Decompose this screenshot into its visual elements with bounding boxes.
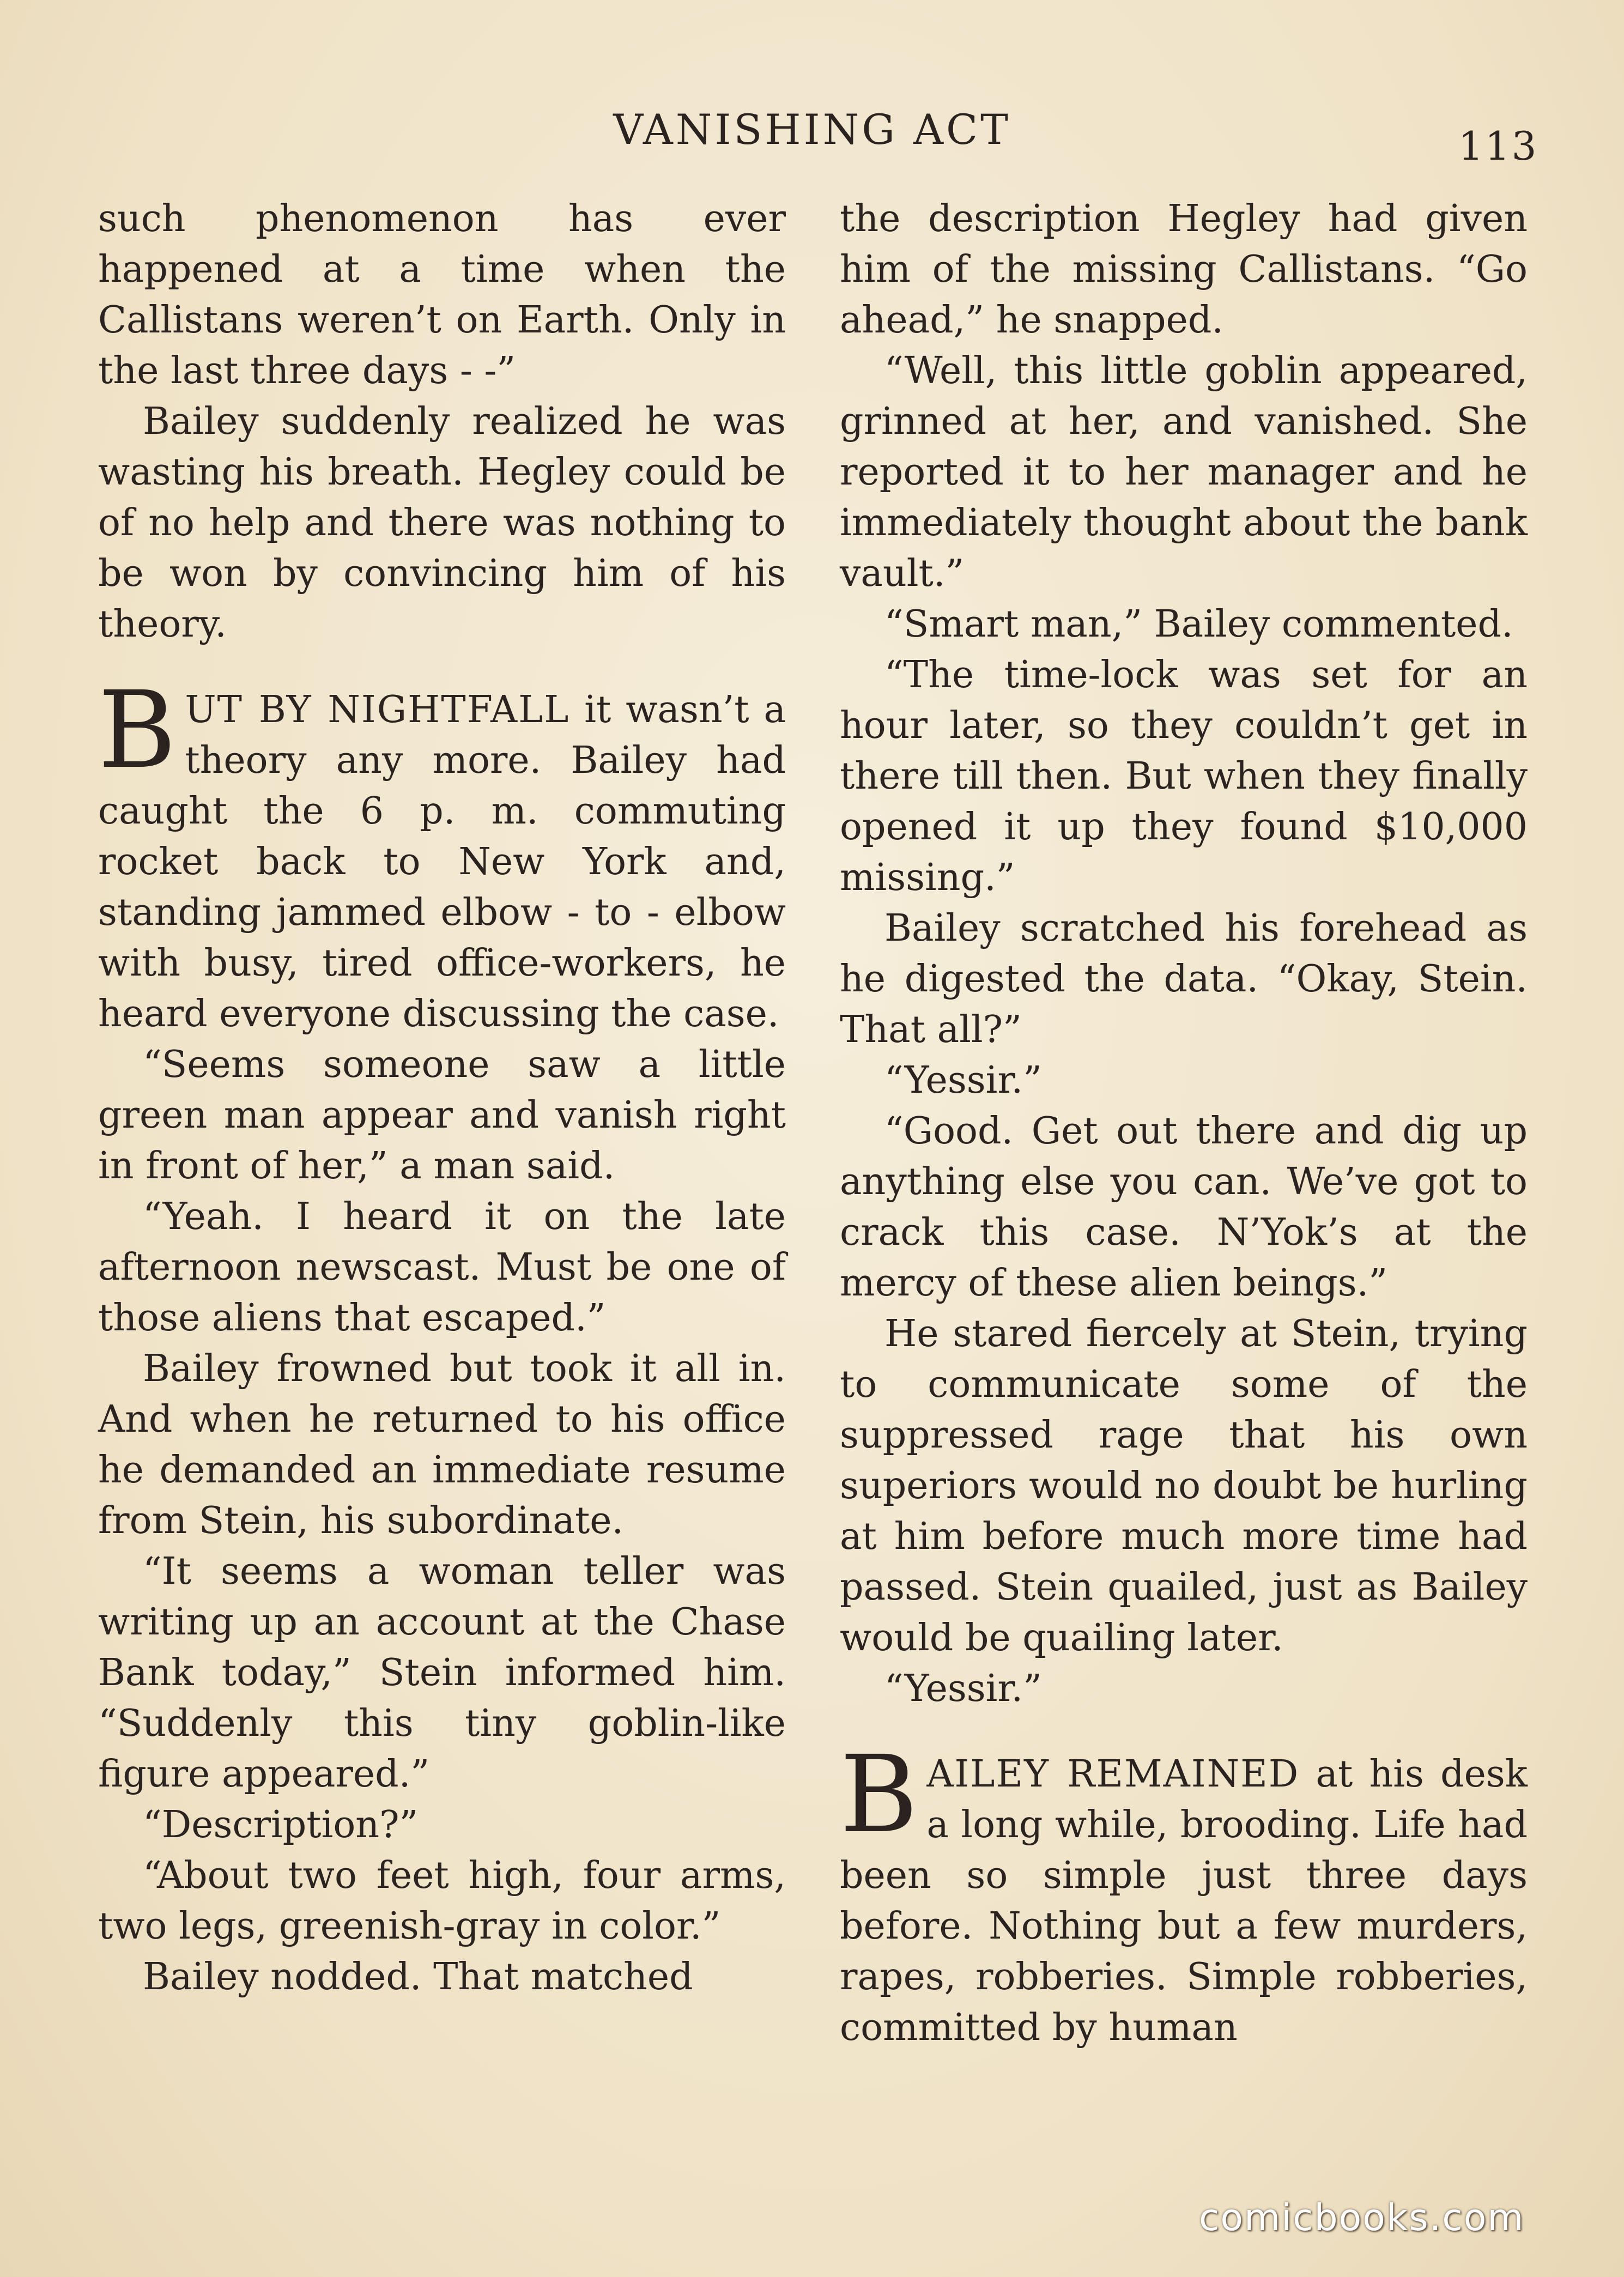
paragraph: “Seems someone saw a little green man appear and vanish right in front of her,” a man said. [98, 1043, 786, 1188]
paragraph: the description Hegley had given him of the missing Callistans. “Go ahead,” he snapped. [840, 197, 1528, 342]
section-text: it wasn’t a theory any more. Bailey had caught the 6 p. m. commuting rocket back to New York and, standing jammed elbow - to - elbow with busy, tired office-workers, he heard everyone discussing the case. [98, 688, 786, 1035]
page-number: 113 [1458, 123, 1538, 169]
paragraph: “It seems a woman teller was writing up an account at the Chase Bank today,” Stein informed him. “Suddenly this tiny goblin-like figure appeared.” [98, 1550, 786, 1796]
section-text: at his desk a long while, brooding. Life had been so simple just three days before. Nothing but a few murders, rapes, robberies. Simple robberies, committed by human [840, 1753, 1528, 2049]
paragraph: “Yessir.” [884, 1059, 1042, 1102]
section-opening-paragraph [840, 1733, 1528, 2053]
paragraph: such phenomenon has ever happened at a time when the Callistans weren’t on Earth. Only in the last three days - -” [98, 197, 786, 392]
left-column [98, 193, 786, 2002]
section-opening-paragraph [98, 668, 786, 1039]
running-title: VANISHING ACT [613, 105, 1011, 154]
section-lead-in: UT BY NIGHTFALL [185, 688, 570, 731]
paragraph: Bailey scratched his forehead as he digested the data. “Okay, Stein. That all?” [840, 907, 1528, 1051]
paragraph: “Yessir.” [884, 1667, 1042, 1710]
watermark: comicbooks.com [1199, 2196, 1525, 2239]
paragraph: “The time-lock was set for an hour later, so they couldn’t get in there till then. But when they finally opened it up they found $10,000 missing.” [840, 653, 1528, 899]
paragraph: Bailey suddenly realized he was wasting his breath. Hegley could be of no help and there was nothing to be won by convincing him of his theory. [98, 400, 786, 646]
paragraph: “Good. Get out there and dig up anything else you can. We’ve got to crack this case. N’Yok’s at the mercy of these alien beings.” [840, 1110, 1528, 1305]
paragraph: “Well, this little goblin appeared, grinned at her, and vanished. She reported it to her manager and he immediately thought about the bank vault.” [840, 349, 1528, 595]
paragraph: He stared fiercely at Stein, trying to communicate some of the suppressed rage that his own superiors would no doubt be hurling at him before much more time had passed. Stein quailed, just as Bailey would be quailing later. [840, 1312, 1528, 1660]
right-column [840, 193, 1528, 2053]
paragraph: “Description?” [143, 1803, 419, 1846]
paragraph: “Smart man,” Bailey commented. [884, 603, 1513, 646]
paragraph: Bailey nodded. That matched [143, 1955, 693, 1999]
drop-cap: B [98, 668, 177, 792]
paragraph: “Yeah. I heard it on the late afternoon newscast. Must be one of those aliens that escaped.” [98, 1195, 786, 1340]
drop-cap: B [840, 1733, 918, 1856]
paragraph: “About two feet high, four arms, two legs, greenish-gray in color.” [98, 1854, 786, 1948]
paragraph: Bailey frowned but took it all in. And when he returned to his office he demanded an immediate resume from Stein, his subordinate. [98, 1347, 786, 1542]
section-lead-in: AILEY REMAINED [926, 1753, 1300, 1796]
